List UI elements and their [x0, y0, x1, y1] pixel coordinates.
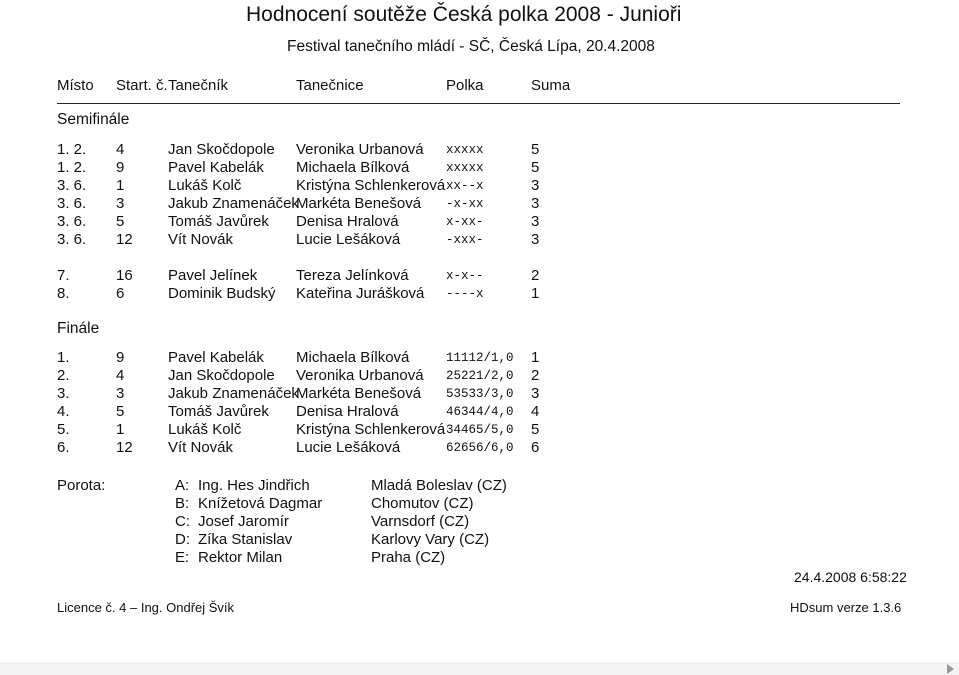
table-row	[0, 141, 959, 159]
start-number-cell: 4	[116, 367, 125, 384]
judge-name: Ing. Hes Jindřich	[198, 477, 310, 494]
polka-marks-cell: x-x--	[446, 269, 484, 283]
partner-cell: Veronika Urbanová	[296, 141, 424, 158]
dancer-cell: Jakub Znamenáček	[168, 195, 299, 212]
partner-cell: Tereza Jelínková	[296, 267, 409, 284]
judge-letter: D:	[175, 531, 190, 548]
sum-cell: 3	[531, 195, 540, 212]
start-number-cell: 12	[116, 439, 133, 456]
dancer-cell: Jan Skočdopole	[168, 367, 275, 384]
sum-cell: 4	[531, 403, 540, 420]
table-row	[0, 213, 959, 231]
start-number-cell: 3	[116, 385, 125, 402]
bottom-scroll-strip	[0, 662, 959, 675]
table-row	[0, 195, 959, 213]
partner-cell: Markéta Benešová	[296, 385, 422, 402]
dancer-cell: Vít Novák	[168, 439, 234, 456]
judge-letter: B:	[175, 495, 190, 512]
print-timestamp: 24.4.2008 6:58:22	[794, 569, 907, 585]
sum-cell: 2	[531, 267, 540, 284]
place-cell: 2.	[57, 367, 70, 384]
polka-marks-cell: xxxxx	[446, 143, 484, 157]
version-text: HDsum verze 1.3.6	[790, 600, 902, 615]
judge-name: Knížetová Dagmar	[198, 495, 323, 512]
polka-marks-cell: ----x	[446, 287, 484, 301]
sum-cell: 1	[531, 285, 540, 302]
dancer-cell: Lukáš Kolč	[168, 421, 242, 438]
license-text: Licence č. 4 – Ing. Ondřej Švík	[57, 600, 235, 615]
partner-cell: Veronika Urbanová	[296, 367, 424, 384]
place-cell: 3. 6.	[57, 177, 87, 194]
partner-cell: Lucie Lešáková	[296, 439, 401, 456]
start-number-cell: 5	[116, 403, 125, 420]
place-cell: 3. 6.	[57, 231, 87, 248]
polka-marks-cell: xxxxx	[446, 161, 484, 175]
sum-cell: 3	[531, 231, 540, 248]
sum-cell: 1	[531, 349, 540, 366]
partner-cell: Kristýna Schlenkerová	[296, 177, 446, 194]
header-place: Místo	[57, 77, 94, 94]
document-subtitle: Festival tanečního mládí - SČ, Česká Lípa, 20.4.2008	[287, 38, 655, 55]
dancer-cell: Tomáš Javůrek	[168, 403, 269, 420]
place-cell: 7.	[57, 267, 70, 284]
sum-cell: 5	[531, 421, 540, 438]
table-row	[0, 421, 959, 439]
sum-cell: 3	[531, 385, 540, 402]
judge-city: Karlovy Vary (CZ)	[371, 531, 490, 548]
start-number-cell: 1	[116, 421, 125, 438]
partner-cell: Lucie Lešáková	[296, 231, 401, 248]
scroll-right-arrow-icon[interactable]	[947, 664, 954, 674]
place-cell: 3. 6.	[57, 195, 87, 212]
partner-cell: Markéta Benešová	[296, 195, 422, 212]
start-number-cell: 9	[116, 349, 125, 366]
table-row	[0, 403, 959, 421]
judge-city: Varnsdorf (CZ)	[371, 513, 470, 530]
table-row	[0, 231, 959, 249]
polka-marks-cell: 11112/1,0	[446, 351, 514, 365]
judge-row	[0, 513, 959, 531]
sum-cell: 2	[531, 367, 540, 384]
place-cell: 4.	[57, 403, 70, 420]
sum-cell: 5	[531, 141, 540, 158]
polka-marks-cell: 34465/5,0	[446, 423, 514, 437]
dancer-cell: Jan Skočdopole	[168, 141, 275, 158]
start-number-cell: 9	[116, 159, 125, 176]
judge-city: Chomutov (CZ)	[371, 495, 474, 512]
semifinal-heading: Semifinále	[57, 111, 130, 128]
polka-marks-cell: x-xx-	[446, 215, 484, 229]
judge-row	[0, 549, 959, 567]
header-start: Start. č.	[116, 77, 168, 94]
table-row	[0, 159, 959, 177]
dancer-cell: Jakub Znamenáček	[168, 385, 299, 402]
partner-cell: Kateřina Jurášková	[296, 285, 425, 302]
place-cell: 1.	[57, 349, 70, 366]
header-partner: Tanečnice	[296, 77, 364, 94]
polka-marks-cell: 62656/6,0	[446, 441, 514, 455]
header-polka: Polka	[446, 77, 484, 94]
table-row	[0, 267, 959, 285]
table-row	[0, 367, 959, 385]
judge-letter: A:	[175, 477, 190, 494]
dancer-cell: Pavel Kabelák	[168, 159, 264, 176]
place-cell: 1. 2.	[57, 159, 87, 176]
judges-label: Porota:	[57, 477, 106, 494]
start-number-cell: 16	[116, 267, 133, 284]
polka-marks-cell: -x-xx	[446, 197, 484, 211]
polka-marks-cell: xx--x	[446, 179, 484, 193]
place-cell: 3. 6.	[57, 213, 87, 230]
judge-name: Zíka Stanislav	[198, 531, 293, 548]
dancer-cell: Lukáš Kolč	[168, 177, 242, 194]
dancer-cell: Tomáš Javůrek	[168, 213, 269, 230]
polka-marks-cell: 46344/4,0	[446, 405, 514, 419]
polka-marks-cell: -xxx-	[446, 233, 484, 247]
dancer-cell: Pavel Kabelák	[168, 349, 264, 366]
judge-city: Mladá Boleslav (CZ)	[371, 477, 507, 494]
start-number-cell: 1	[116, 177, 125, 194]
header-dancer: Tanečník	[168, 77, 229, 94]
start-number-cell: 12	[116, 231, 133, 248]
header-divider	[57, 103, 900, 104]
final-heading: Finále	[57, 320, 100, 337]
judge-name: Josef Jaromír	[198, 513, 289, 530]
judge-city: Praha (CZ)	[371, 549, 446, 566]
table-row	[0, 385, 959, 403]
table-row	[0, 285, 959, 303]
sum-cell: 5	[531, 159, 540, 176]
table-row	[0, 439, 959, 457]
dancer-cell: Pavel Jelínek	[168, 267, 258, 284]
judge-row	[0, 477, 959, 495]
polka-marks-cell: 53533/3,0	[446, 387, 514, 401]
table-row	[0, 349, 959, 367]
place-cell: 6.	[57, 439, 70, 456]
sum-cell: 3	[531, 213, 540, 230]
dancer-cell: Dominik Budský	[168, 285, 276, 302]
place-cell: 1. 2.	[57, 141, 87, 158]
start-number-cell: 5	[116, 213, 125, 230]
judge-row	[0, 531, 959, 549]
partner-cell: Michaela Bílková	[296, 349, 410, 366]
polka-marks-cell: 25221/2,0	[446, 369, 514, 383]
place-cell: 3.	[57, 385, 70, 402]
judge-row	[0, 495, 959, 513]
judge-letter: C:	[175, 513, 190, 530]
partner-cell: Kristýna Schlenkerová	[296, 421, 446, 438]
partner-cell: Denisa Hralová	[296, 213, 399, 230]
header-sum: Suma	[531, 77, 571, 94]
table-row	[0, 177, 959, 195]
start-number-cell: 4	[116, 141, 125, 158]
start-number-cell: 6	[116, 285, 125, 302]
dancer-cell: Vít Novák	[168, 231, 234, 248]
partner-cell: Michaela Bílková	[296, 159, 410, 176]
start-number-cell: 3	[116, 195, 125, 212]
sum-cell: 3	[531, 177, 540, 194]
place-cell: 5.	[57, 421, 70, 438]
judge-letter: E:	[175, 549, 190, 566]
place-cell: 8.	[57, 285, 70, 302]
sum-cell: 6	[531, 439, 540, 456]
partner-cell: Denisa Hralová	[296, 403, 399, 420]
judge-name: Rektor Milan	[198, 549, 283, 566]
document-title: Hodnocení soutěže Česká polka 2008 - Junioři	[246, 3, 682, 26]
